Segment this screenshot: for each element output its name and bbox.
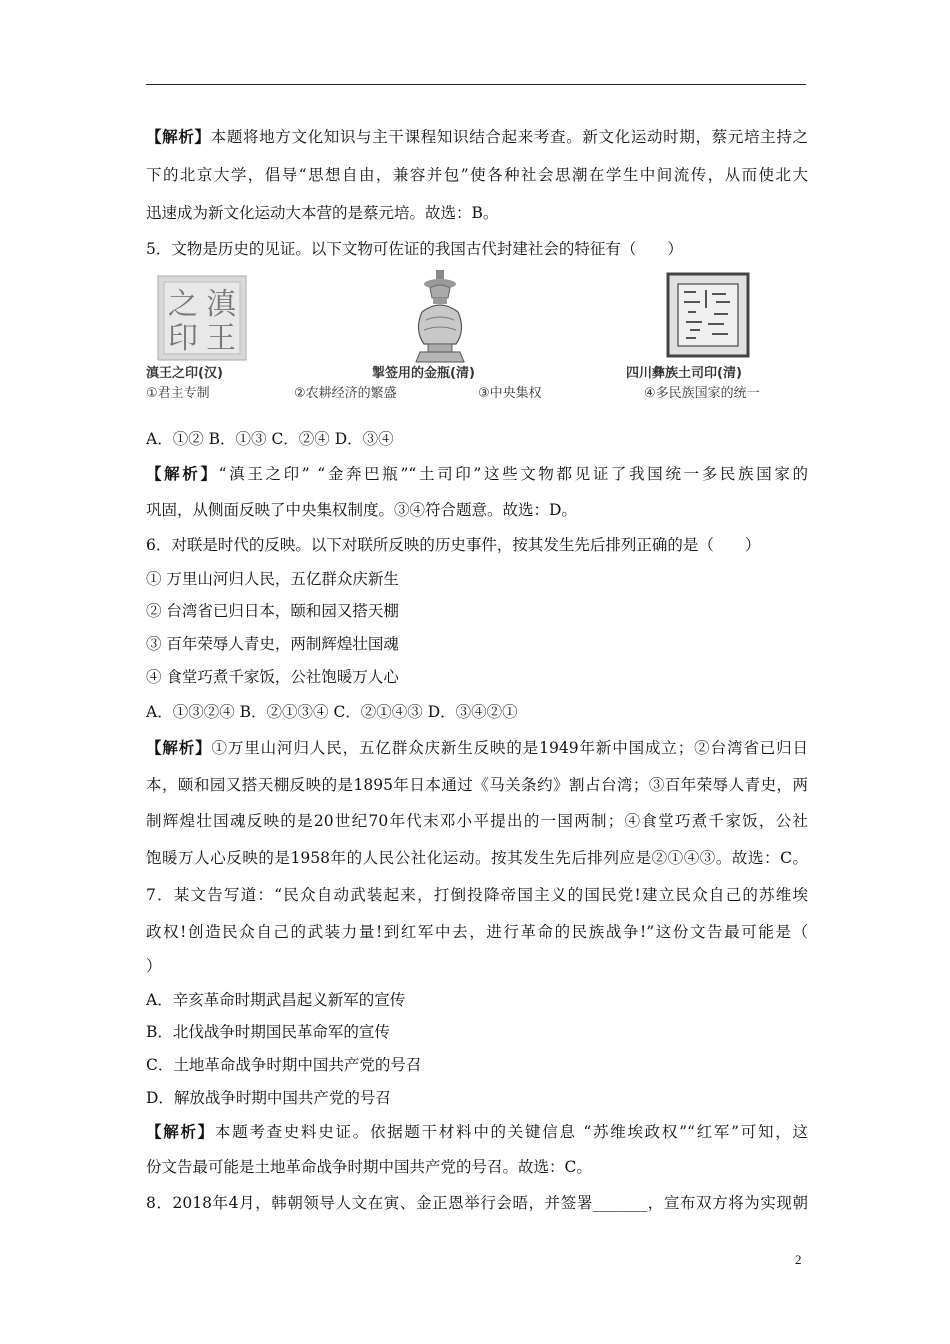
analysis-label: 【解析】 <box>146 1122 215 1141</box>
q5-analysis-line-1: 【解析】“滇王之印” “金奔巴瓶”“土司印”这些文物都见证了我国统一多民族国家的 <box>146 464 808 483</box>
q7-analysis-line-1: 【解析】本题考查史料史证。依据题干材料中的关键信息 “苏维埃政权”“红军”可知，这 <box>146 1122 808 1141</box>
seal1-char-2: 王 <box>206 321 236 356</box>
q6-analysis-line-2: 本，颐和园又搭天棚反映的是1895年日本通过《马关条约》割占台湾；③百年荣辱人青史，两 <box>146 776 808 794</box>
q7-stem-line-2: 政权!创造民众自己的武装力量!到红军中去，进行革命的民族战争!”这份文告最可能是（ <box>146 923 808 941</box>
q6-analysis-line-4: 饱暖万人心反映的是1958年的人民公社化运动。按其发生先后排列应是②①④③。故选：C。 <box>146 849 808 867</box>
header-rule <box>146 84 806 85</box>
option-label-2: ②农耕经济的繁盛 <box>294 386 397 401</box>
q7-option-c: C．土地革命战争时期中国共产党的号召 <box>146 1056 422 1074</box>
q6-analysis-line-1: 【解析】①万里山河归人民，五亿群众庆新生反映的是1949年新中国成立；②台湾省已归日 <box>146 738 808 757</box>
option-label-3: ③中央集权 <box>478 386 542 401</box>
analysis-label: 【解析】 <box>146 127 211 146</box>
seal1-char-4: 印 <box>168 321 198 356</box>
q4-analysis-line-3: 迅速成为新文化运动大本营的是蔡元培。故选：B。 <box>146 204 499 222</box>
q7-analysis-line-2: 份文告最可能是土地革命战争时期中国共产党的号召。故选：C。 <box>146 1158 592 1176</box>
q7-option-a: A．辛亥革命时期武昌起义新军的宣传 <box>146 991 406 1009</box>
seal1-char-3: 之 <box>168 287 198 322</box>
q6-stem: 6．对联是时代的反映。以下对联所反映的历史事件，按其发生先后排列正确的是（ ） <box>146 536 761 554</box>
seal-dianwang-image <box>156 274 248 362</box>
q6-item-2: ② 台湾省已归日本，颐和园又搭天棚 <box>146 602 399 620</box>
q6-analysis-line-3: 制辉煌壮国魂反映的是20世纪70年代末邓小平提出的一国两制；④食堂巧煮千家饭，公社 <box>146 812 808 830</box>
q5-analysis-line-2: 巩固，从侧面反映了中央集权制度。③④符合题意。故选：D。 <box>146 501 577 519</box>
analysis-label: 【解析】 <box>146 464 219 483</box>
q5-figure <box>146 268 808 408</box>
q4-analysis-line-1: 【解析】本题将地方文化知识与主干课程知识结合起来考查。新文化运动时期，蔡元培主持之 <box>146 127 808 146</box>
tusi-seal-image <box>666 272 750 358</box>
q7-option-b: B．北伐战争时期国民革命军的宣传 <box>146 1023 390 1041</box>
q6-item-4: ④ 食堂巧煮千家饭，公社饱暖万人心 <box>146 668 399 686</box>
q6-options: A．①③②④ B．②①③④ C．②①④③ D．③④②① <box>146 703 518 721</box>
q5-options: A．①② B．①③ C．②④ D．③④ <box>146 430 394 448</box>
option-label-4: ④多民族国家的统一 <box>644 386 760 401</box>
option-label-1: ①君主专制 <box>146 386 210 401</box>
analysis-label: 【解析】 <box>146 738 212 757</box>
q6-item-1: ① 万里山河归人民，五亿群众庆新生 <box>146 570 399 588</box>
q7-option-d: D．解放战争时期中国共产党的号召 <box>146 1089 391 1107</box>
page-number: 2 <box>795 1252 802 1267</box>
caption-golden-urn: 掣签用的金瓶(清) <box>372 366 475 381</box>
q4-analysis-line-2: 下的北京大学，倡导“思想自由，兼容并包”使各种社会思潮在学生中间流传，从而使北大 <box>146 166 808 184</box>
caption-tusi-seal: 四川彝族土司印(清) <box>626 366 742 381</box>
seal1-char-1: 滇 <box>206 287 236 322</box>
golden-urn-image <box>400 268 480 368</box>
q8-stem: 8．2018年4月，韩朝领导人文在寅、金正恩举行会晤，并签署_______，宣布双方将为实现朝 <box>146 1194 808 1212</box>
q5-stem: 5．文物是历史的见证。以下文物可佐证的我国古代封建社会的特征有（ ） <box>146 240 683 258</box>
q6-item-3: ③ 百年荣辱人青史，两制辉煌壮国魂 <box>146 635 399 653</box>
q7-stem-line-1: 7．某文告写道：“民众自动武装起来，打倒投降帝国主义的国民党!建立民众自己的苏维埃 <box>146 886 808 904</box>
caption-dianwang-seal: 滇王之印(汉) <box>146 366 223 381</box>
q7-stem-line-3: ） <box>146 957 162 975</box>
